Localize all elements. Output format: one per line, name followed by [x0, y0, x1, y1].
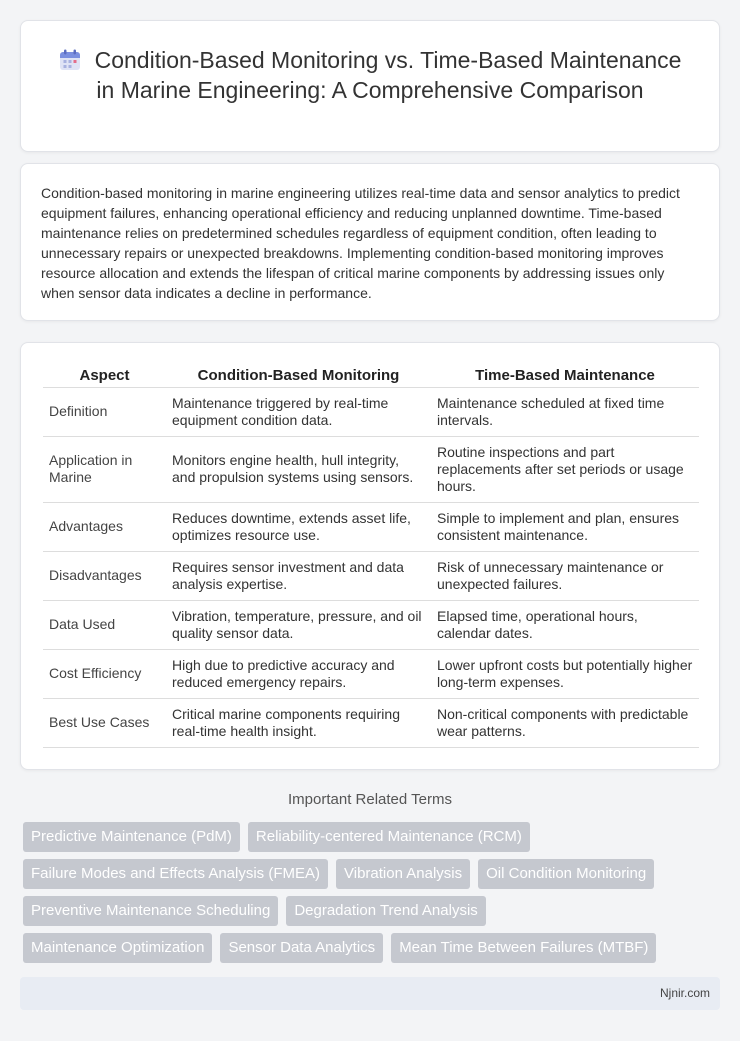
tbm-cell: Risk of unnecessary maintenance or unexpected failures.	[431, 551, 699, 600]
related-term-tag[interactable]: Sensor Data Analytics	[220, 933, 383, 963]
aspect-cell: Best Use Cases	[43, 698, 166, 747]
related-term-tag[interactable]: Degradation Trend Analysis	[286, 896, 485, 926]
tbm-cell: Routine inspections and part replacements after set periods or usage hours.	[431, 436, 699, 502]
cbm-cell: Maintenance triggered by real-time equipment condition data.	[166, 387, 431, 436]
tbm-cell: Simple to implement and plan, ensures consistent maintenance.	[431, 502, 699, 551]
table-row	[43, 387, 699, 436]
footer	[20, 977, 720, 1010]
tbm-cell: Non-critical components with predictable wear patterns.	[431, 698, 699, 747]
aspect-cell: Advantages	[43, 502, 166, 551]
page-title	[51, 45, 689, 105]
table-row	[43, 436, 699, 502]
cbm-cell: Requires sensor investment and data analysis expertise.	[166, 551, 431, 600]
comparison-table	[43, 364, 699, 748]
title-card	[20, 20, 720, 152]
header-tbm: Time-Based Maintenance	[431, 364, 699, 387]
aspect-cell: Cost Efficiency	[43, 649, 166, 698]
aspect-cell: Application in Marine	[43, 436, 166, 502]
table-row	[43, 551, 699, 600]
related-term-tag[interactable]: Maintenance Optimization	[23, 933, 212, 963]
tbm-cell: Maintenance scheduled at fixed time intervals.	[431, 387, 699, 436]
summary-text: Condition-based monitoring in marine engineering utilizes real-time data and sensor analytics to predict equipment failures, enhancing operational efficiency and reducing unplanned downtime. Time-based maintenance relies on predetermined schedules regardless of equipment condition, often leading to unnecessary repairs or unexpected breakdowns. Implementing condition-based monitoring improves resource allocation and extends the lifespan of critical marine components by addressing issues only when sensor data indicates a decline in performance.	[41, 185, 680, 301]
aspect-cell: Definition	[43, 387, 166, 436]
table-row	[43, 502, 699, 551]
table-row	[43, 600, 699, 649]
related-term-tag[interactable]: Failure Modes and Effects Analysis (FMEA)	[23, 859, 328, 889]
cbm-cell: High due to predictive accuracy and reduced emergency repairs.	[166, 649, 431, 698]
related-term-tag[interactable]: Reliability-centered Maintenance (RCM)	[248, 822, 530, 852]
related-term-tag[interactable]: Predictive Maintenance (PdM)	[23, 822, 240, 852]
related-terms-title: Important Related Terms	[288, 791, 452, 808]
tbm-cell: Lower upfront costs but potentially higher long-term expenses.	[431, 649, 699, 698]
cbm-cell: Critical marine components requiring real-time health insight.	[166, 698, 431, 747]
tbm-cell: Elapsed time, operational hours, calendar dates.	[431, 600, 699, 649]
related-term-tag[interactable]: Oil Condition Monitoring	[478, 859, 654, 889]
cbm-cell: Reduces downtime, extends asset life, optimizes resource use.	[166, 502, 431, 551]
header-aspect: Aspect	[43, 364, 166, 387]
table-row	[43, 698, 699, 747]
header-cbm: Condition-Based Monitoring	[166, 364, 431, 387]
aspect-cell: Data Used	[43, 600, 166, 649]
summary-card	[20, 163, 720, 321]
page-title-text: Condition-Based Monitoring vs. Time-Based Maintenance in Marine Engineering: A Comprehensive Comparison	[94, 47, 682, 103]
comparison-table-card	[20, 342, 720, 770]
related-term-tag[interactable]: Vibration Analysis	[336, 859, 470, 889]
footer-brand[interactable]: Njnir.com	[659, 986, 710, 1000]
table-row	[43, 649, 699, 698]
related-term-tag[interactable]: Mean Time Between Failures (MTBF)	[391, 933, 656, 963]
calendar-icon	[59, 49, 81, 71]
related-terms-list	[23, 822, 717, 970]
cbm-cell: Monitors engine health, hull integrity, and propulsion systems using sensors.	[166, 436, 431, 502]
aspect-cell: Disadvantages	[43, 551, 166, 600]
table-header-row	[43, 364, 699, 387]
related-term-tag[interactable]: Preventive Maintenance Scheduling	[23, 896, 278, 926]
cbm-cell: Vibration, temperature, pressure, and oil quality sensor data.	[166, 600, 431, 649]
